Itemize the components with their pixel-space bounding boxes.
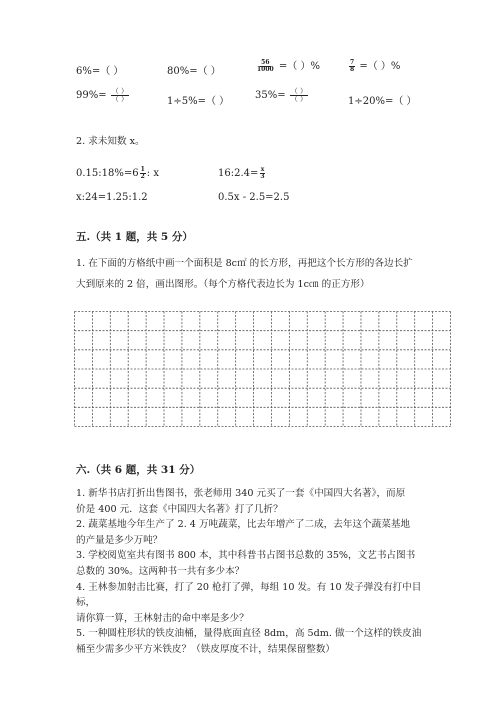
question-line: 4. 王林参加射击比赛，打了 20 枪打了弹，每组 10 发。有 10 发子弹没有打中目标， xyxy=(76,581,422,609)
conversion-text: =（ ）% xyxy=(278,61,320,72)
conversion-text: 1÷20%=（ ） xyxy=(348,96,417,107)
question-line: 2. 蔬菜基地今年生产了 2. 4 万吨蔬菜，比去年增产了二成，去年这个蔬菜基地 xyxy=(76,519,411,531)
fraction xyxy=(349,60,355,73)
fraction xyxy=(111,88,129,103)
question-line: 1. 新华书店打折出售图书，张老师用 340 元买了一套《中国四大名著》，而原 xyxy=(76,488,406,499)
fraction-denominator: 1000 xyxy=(257,66,274,73)
conversion-item-5 xyxy=(76,88,130,103)
conversion-text: 99%= xyxy=(76,90,107,101)
equation-4: 0.5x - 2.5=2.5 xyxy=(218,192,290,203)
question-line: 总数的 30%。这两种书一共有多少本？ xyxy=(76,565,245,577)
fraction-numerator: 7 xyxy=(350,59,355,66)
fraction-denominator: 3 xyxy=(260,173,265,180)
equation-2 xyxy=(218,167,267,180)
equation-3: x:24=1.25:1.2 xyxy=(76,192,148,203)
question-line: 请你算一算，王林射击的命中率是多少？ xyxy=(76,612,249,624)
conversion-item-3 xyxy=(255,57,320,73)
question-line: 价是 400 元．这套《中国四大名著》打了几折？ xyxy=(76,503,283,515)
conversion-item-8 xyxy=(348,92,417,107)
section-5-heading: 五.（共 1 题，共 5 分） xyxy=(76,231,193,243)
conversion-item-7 xyxy=(255,88,309,103)
equation-text: : x xyxy=(146,168,159,179)
fraction-numerator: （ ） xyxy=(111,87,129,95)
fraction-numerator: 56 xyxy=(261,59,270,66)
fraction-denominator: （ ） xyxy=(290,95,308,103)
question-text: 大到原来的 2 倍，画出图形。（每个方格代表边长为 1c㎝ 的正方形） xyxy=(76,279,370,290)
equation-1 xyxy=(76,167,159,180)
grid-svg xyxy=(74,311,451,427)
conversion-text: 80%=（ ） xyxy=(167,66,221,77)
square-grid xyxy=(74,311,451,427)
conversion-text: 6%=（ ） xyxy=(76,66,124,77)
fraction xyxy=(256,60,275,73)
question-line: 3. 学校阅览室共有图书 800 本，其中科普书占图书总数的 35%，文艺书占图书 xyxy=(76,550,416,562)
fraction xyxy=(140,167,146,180)
question-2-title: 2. 求未知数 x。 xyxy=(76,136,145,147)
fraction-numerator: x xyxy=(260,166,265,173)
equation-text: 0.15:18%=6 xyxy=(76,168,139,179)
fraction-numerator: （ ） xyxy=(290,87,308,95)
fraction-denominator: 2 xyxy=(140,173,145,180)
question-line: 桶至少需多少平方米铁皮？（铁皮厚度不计，结果保留整数） xyxy=(76,643,336,655)
conversion-text: =（ ）% xyxy=(359,61,401,72)
fraction-denominator: 8 xyxy=(350,66,355,73)
conversion-item-2 xyxy=(167,62,221,77)
conversion-item-6 xyxy=(167,92,229,107)
fraction-numerator: 1 xyxy=(140,166,145,173)
conversion-text: 1÷5%=（ ） xyxy=(167,96,230,107)
section-6-heading: 六.（共 6 题，共 31 分） xyxy=(76,464,201,476)
question-line: 的产量是多少万吨？ xyxy=(76,534,163,546)
fraction xyxy=(290,88,308,103)
conversion-item-1 xyxy=(76,62,123,77)
conversion-item-4 xyxy=(348,57,400,73)
question-text: 1. 在下面的方格纸中画一个面积是 8c㎡ 的长方形，再把这个长方形的各边长扩 xyxy=(76,258,413,269)
equation-text: 16:2.4= xyxy=(218,168,259,179)
conversion-text: 35%= xyxy=(255,90,286,101)
fraction-denominator: （ ） xyxy=(111,95,129,103)
question-line: 5. 一种圆柱形状的铁皮油桶，量得底面直径 8dm，高 5dm. 做一个这样的铁皮油 xyxy=(76,628,422,640)
question-list xyxy=(76,486,426,658)
fraction xyxy=(259,167,265,180)
